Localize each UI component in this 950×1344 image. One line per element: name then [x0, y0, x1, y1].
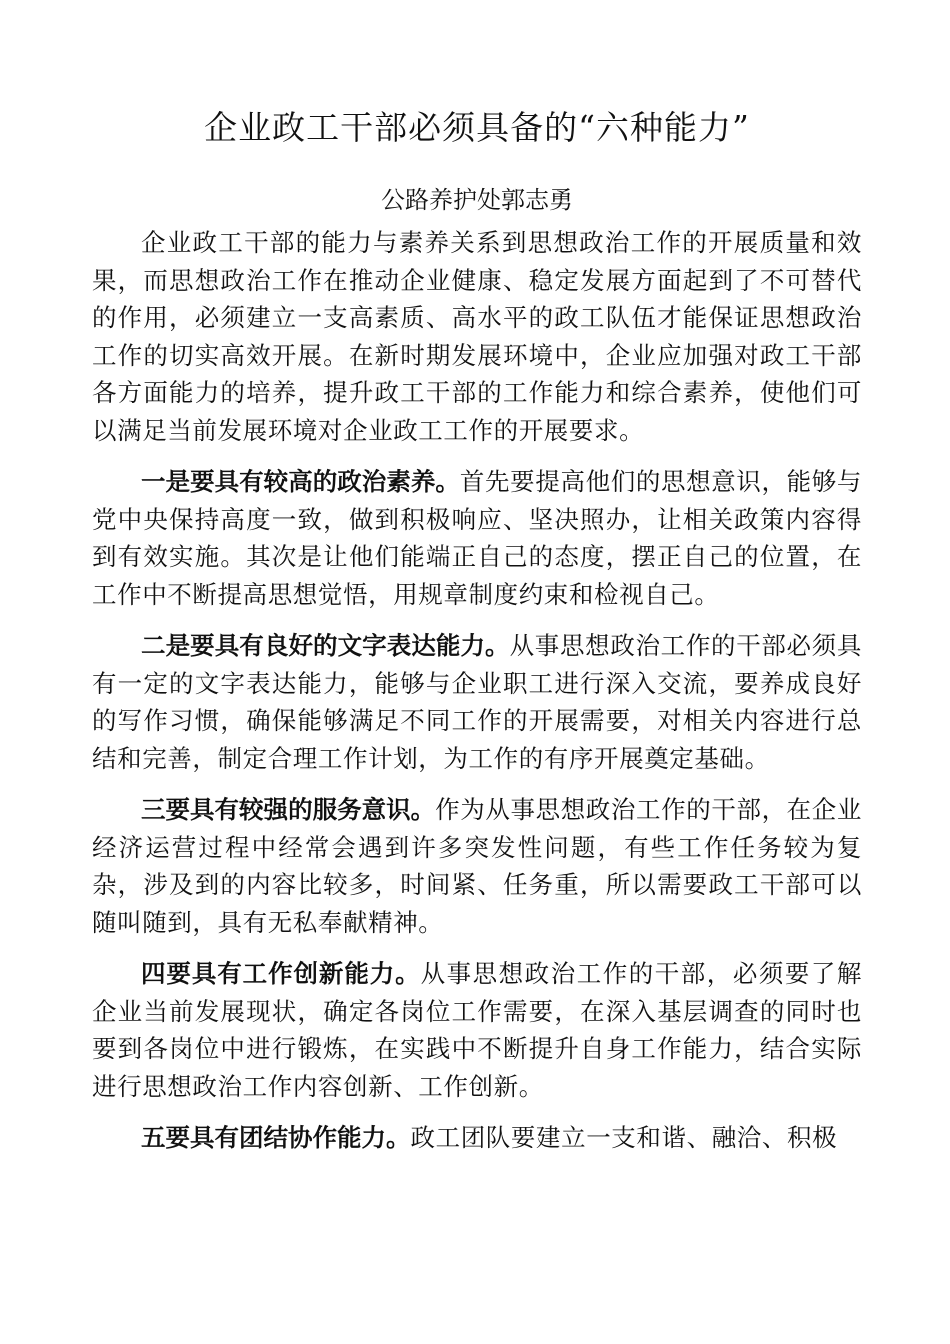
section-lead-2: 二是要具有良好的文字表达能力。 [141, 631, 510, 660]
section-lead-4: 四要具有工作创新能力。 [141, 959, 421, 988]
section-paragraph-5 [92, 1119, 862, 1157]
document-page [92, 92, 862, 1157]
section-body-3: 作为从事思想政治工作的干部，在企业经济运营过程中经常会遇到许多突发性问题，有些工作任务较为复杂，涉及到的内容比较多，时间紧、任务重，所以需要政工干部可以随叫随到，具有无私奉献精神。 [92, 795, 863, 937]
section-paragraph-1 [92, 463, 862, 613]
intro-paragraph: 企业政工干部的能力与素养关系到思想政治工作的开展质量和效果，而思想政治工作在推动企业健康、稳定发展方面起到了不可替代的作用，必须建立一支高素质、高水平的政工队伍才能保证思想政治工作的切实高效开展。在新时期发展环境中，企业应加强对政工干部各方面能力的培养，提升政工干部的工作能力和综合素养，使他们可以满足当前发展环境对企业政工工作的开展要求。 [92, 228, 862, 445]
section-body-4: 从事思想政治工作的干部，必须要了解企业当前发展现状，确定各岗位工作需要，在深入基层调查的同时也要到各岗位中进行锻炼，在实践中不断提升自身工作能力，结合实际进行思想政治工作内容创新、工作创新。 [92, 959, 863, 1101]
section-lead-3: 三要具有较强的服务意识。 [141, 795, 436, 824]
section-lead-1: 一是要具有较高的政治素养。 [141, 467, 460, 496]
section-body-2: 从事思想政治工作的干部必须具有一定的文字表达能力，能够与企业职工进行深入交流，要养成良好的写作习惯，确保能够满足不同工作的开展需要，对相关内容进行总结和完善，制定合理工作计划，为工作的有序开展奠定基础。 [92, 631, 862, 773]
section-body-1: 首先要提高他们的思想意识，能够与党中央保持高度一致，做到积极响应、坚决照办，让相关政策内容得到有效实施。其次是让他们能端正自己的态度，摆正自己的位置，在工作中不断提高思想觉悟，用规章制度约束和检视自己。 [92, 467, 862, 609]
section-paragraph-4 [92, 955, 862, 1105]
section-lead-5: 五要具有团结协作能力。 [141, 1123, 411, 1152]
section-paragraph-3 [92, 791, 862, 941]
section-paragraph-2 [92, 627, 862, 777]
section-body-5: 政工团队要建立一支和谐、融洽、积极 [410, 1123, 838, 1152]
document-author: 公路养护处郭志勇 [381, 186, 573, 214]
document-title: 企业政工干部必须具备的“六种能力” [204, 108, 750, 147]
